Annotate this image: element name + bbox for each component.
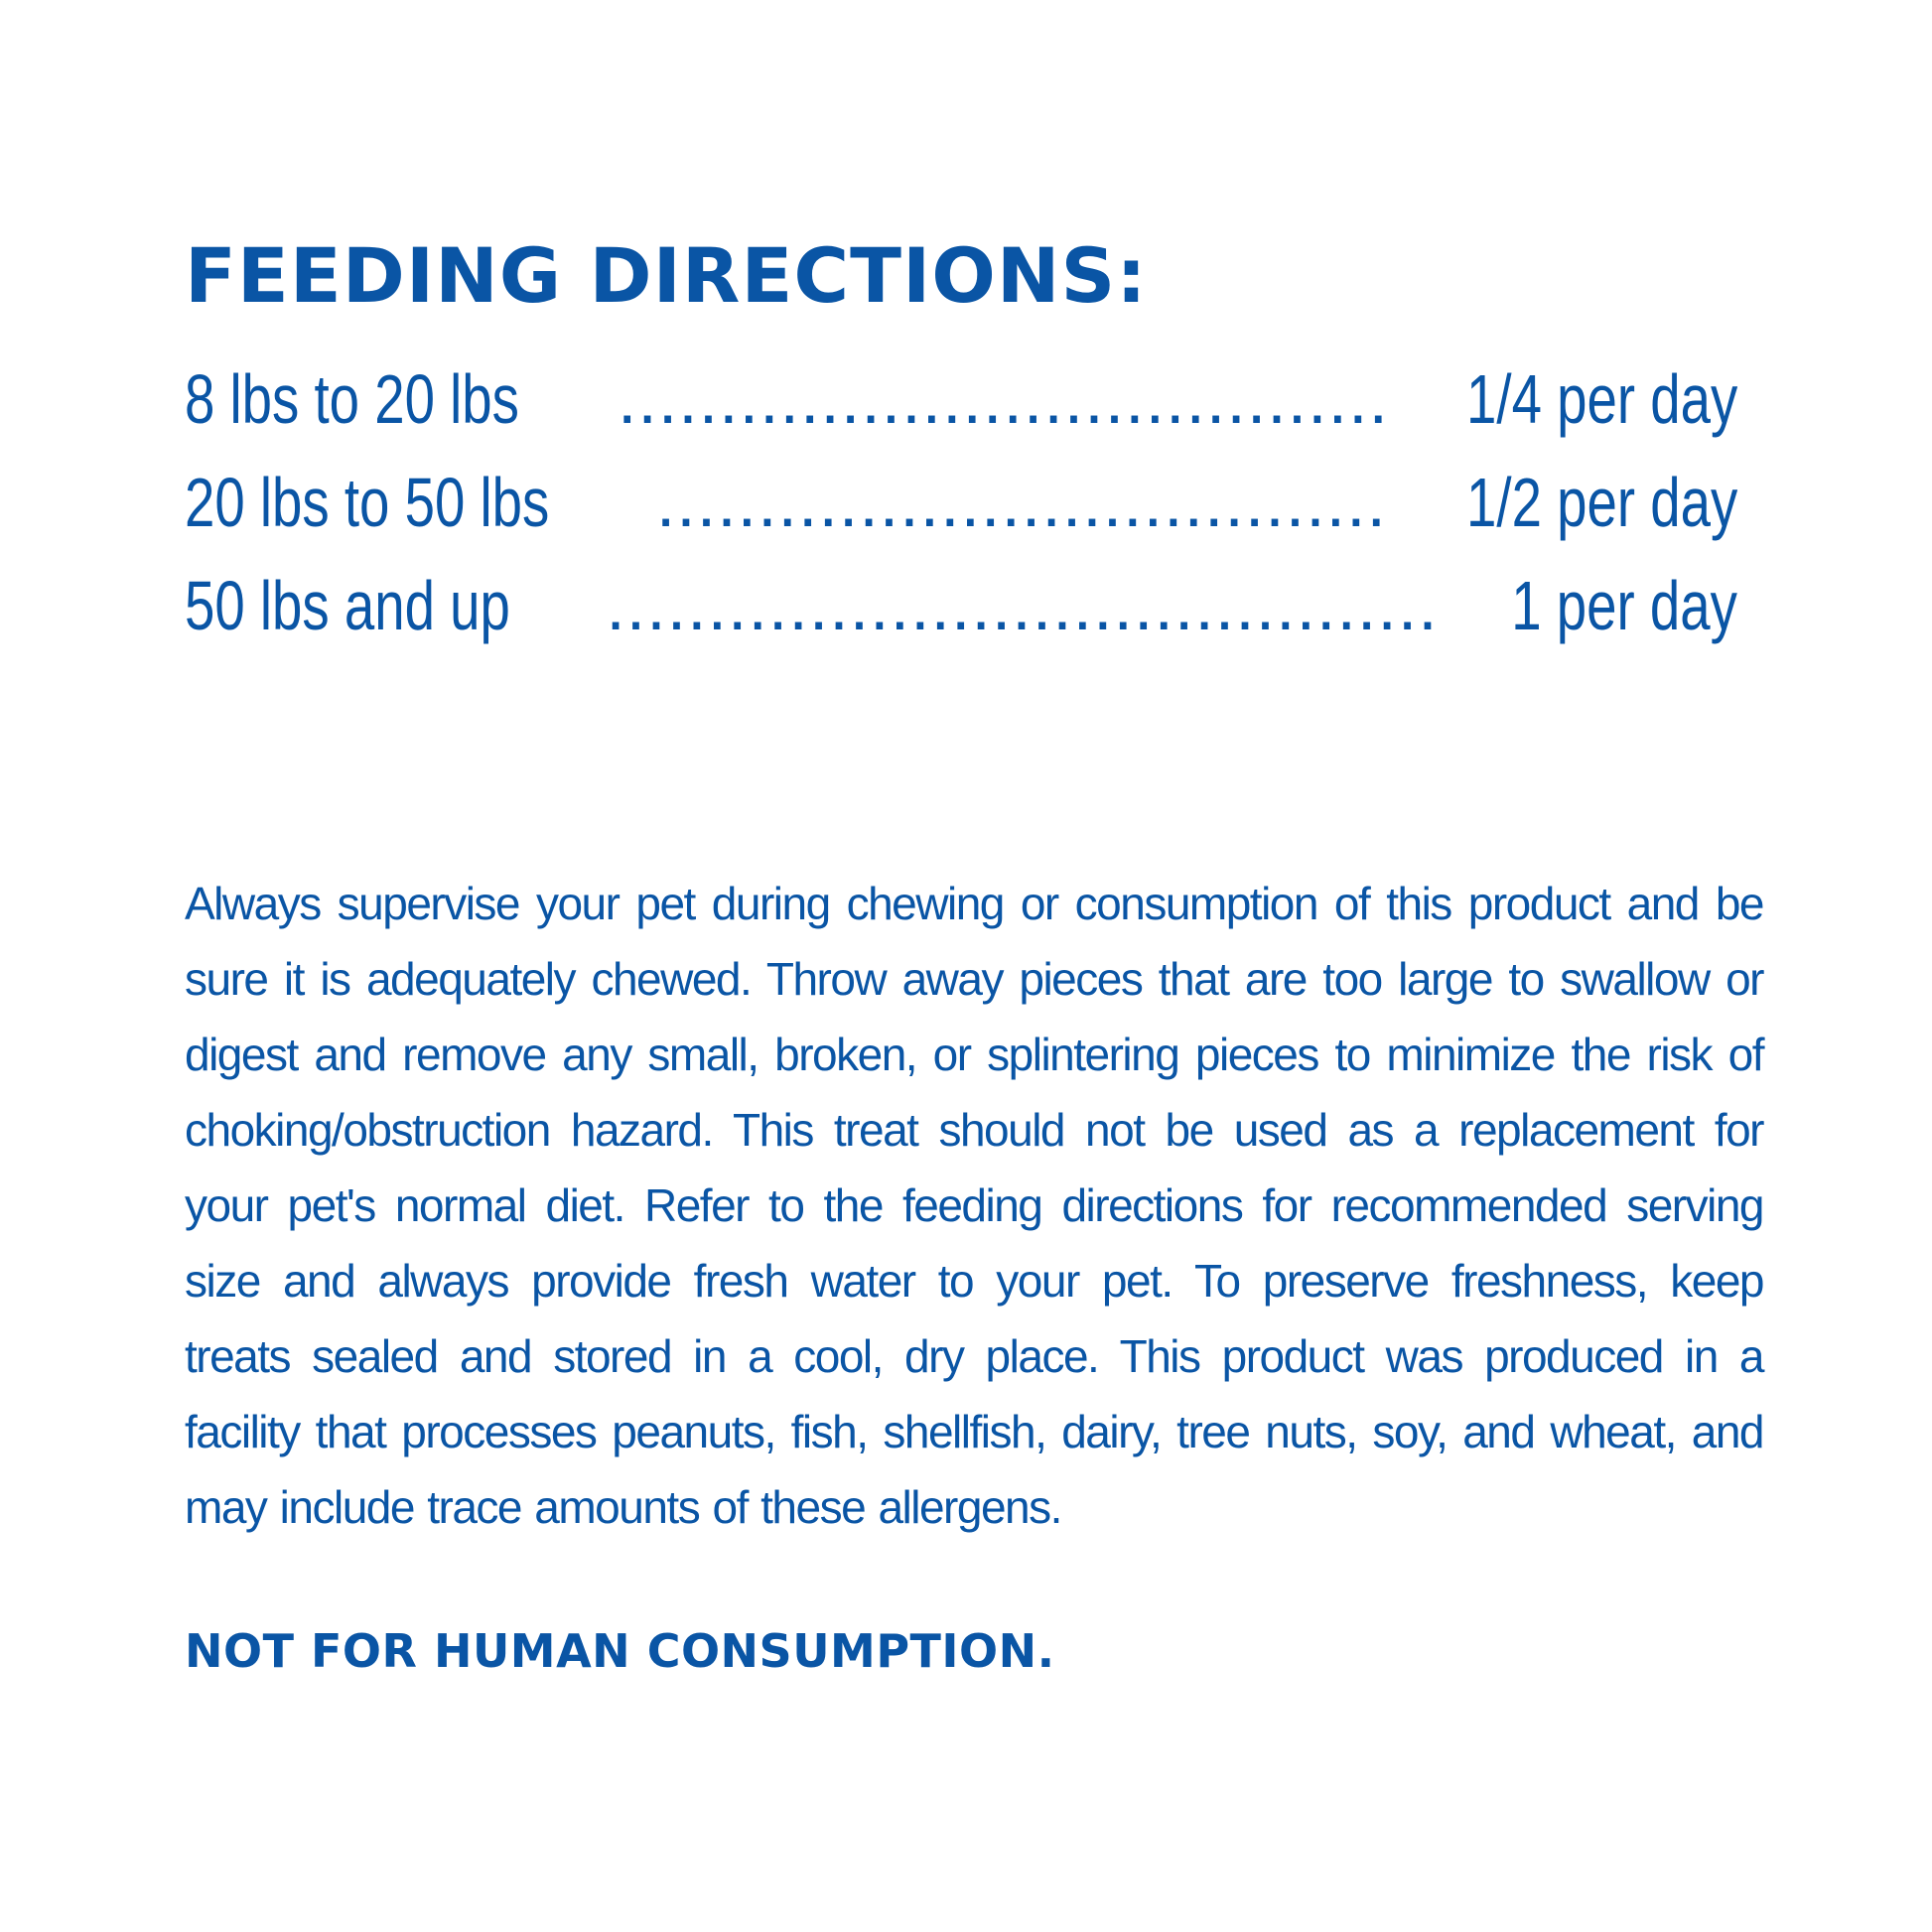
dot-leader bbox=[606, 554, 1444, 657]
dosage-weight: 20 lbs to 50 lbs bbox=[185, 464, 550, 541]
feeding-directions-heading: FEEDING DIRECTIONS: bbox=[185, 231, 1148, 320]
dot-leader bbox=[618, 347, 1386, 451]
dosage-row bbox=[185, 554, 1737, 657]
dosage-amount: 1/2 per day bbox=[1465, 464, 1737, 541]
dosage-amount: 1/4 per day bbox=[1465, 360, 1737, 438]
dosage-table bbox=[185, 347, 1737, 657]
safety-warning-paragraph: Always supervise your pet during chewing or consumption of this product and be sure it is adequately chewed. Throw away pieces that are too large to swallow or digest and remove any small, broken, or splintering pieces to minimize the risk of choking/obstruction hazard. This treat should not be used as a replacement for your pet's normal diet. Refer to the feeding directions for recommended serving size and always provide fresh water to your pet. To preserve freshness, keep treats sealed and stored in a cool, dry place. This product was produced in a facility that processes peanuts, fish, shellfish, dairy, tree nuts, soy, and wheat, and may include trace amounts of these allergens. bbox=[185, 878, 1763, 1533]
not-for-human-consumption-notice: NOT FOR HUMAN CONSUMPTION. bbox=[185, 1624, 1055, 1678]
dosage-weight: 8 lbs to 20 lbs bbox=[185, 360, 519, 438]
dosage-amount: 1 per day bbox=[1511, 567, 1737, 644]
dosage-row bbox=[185, 451, 1737, 554]
dosage-weight: 50 lbs and up bbox=[185, 567, 510, 644]
dosage-row bbox=[185, 347, 1737, 451]
dot-leader bbox=[656, 451, 1386, 554]
